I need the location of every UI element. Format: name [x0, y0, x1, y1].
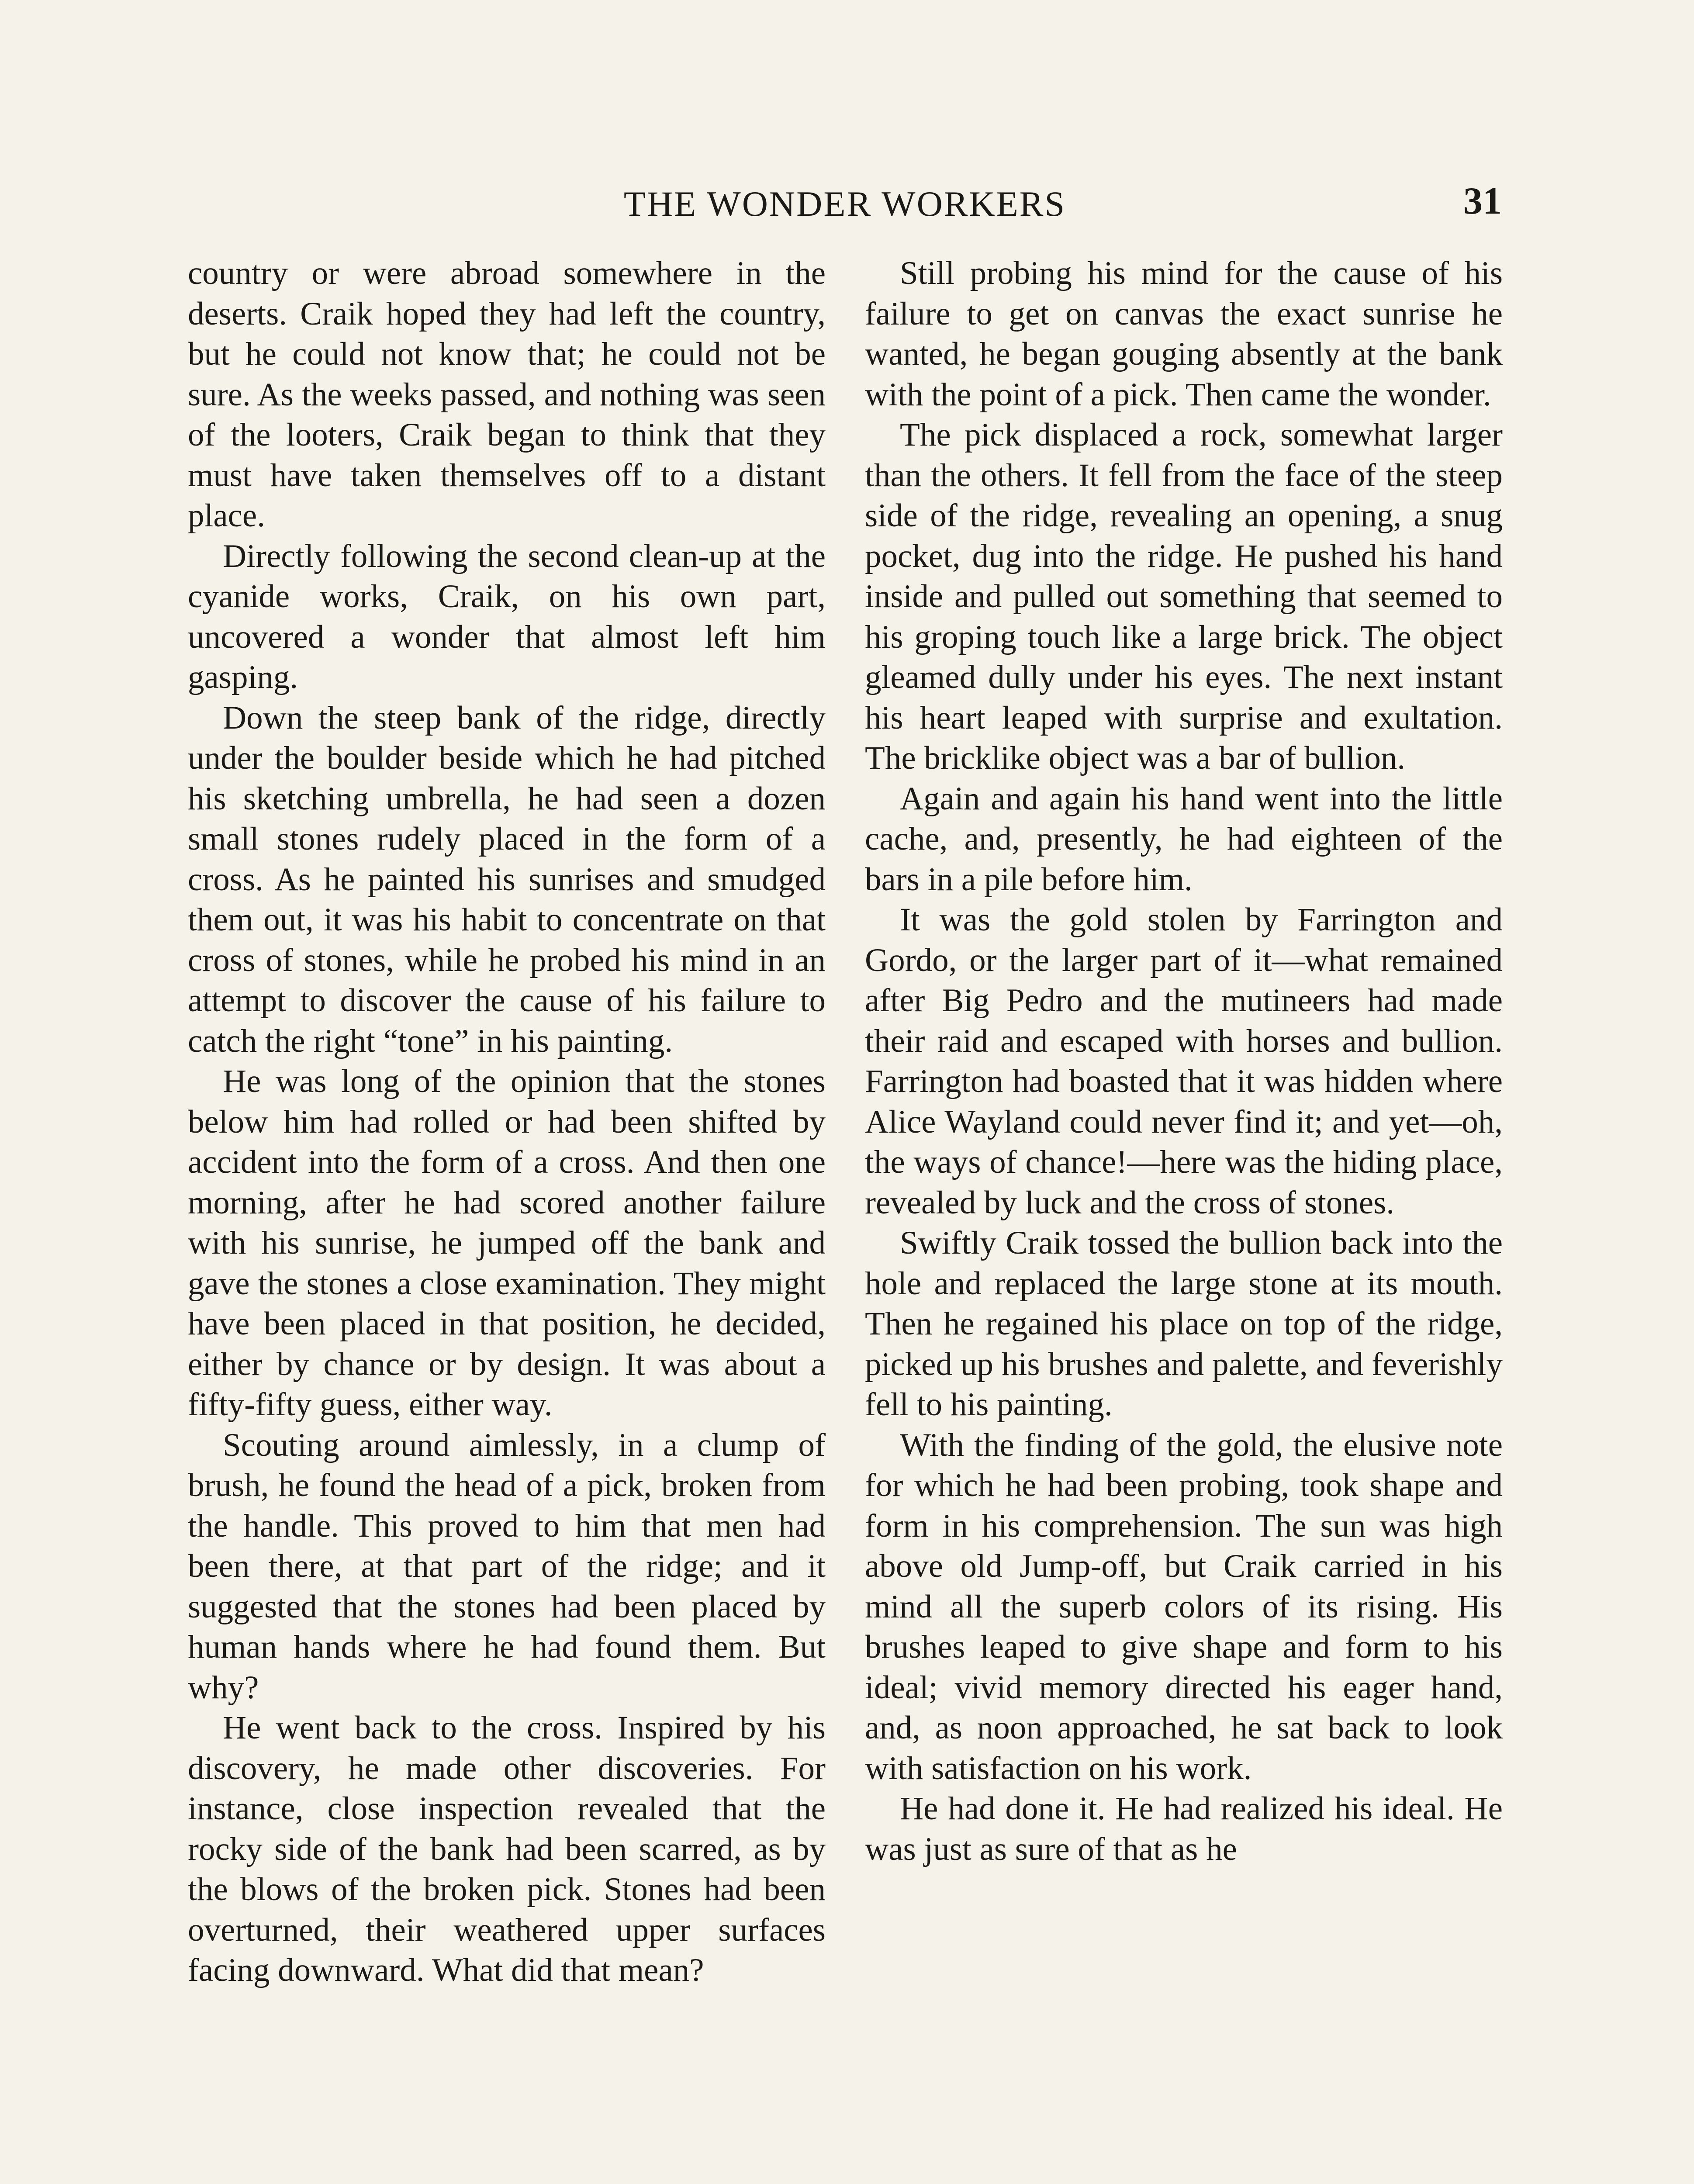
left-column — [188, 253, 826, 2184]
page-header — [188, 166, 1502, 223]
paragraph: Swiftly Craik tossed the bullion back into the hole and replaced the large stone at its mouth. Then he regained his place on top of the ridge, picked up his brushes and palette, and feverishly fell to his painting. — [865, 1225, 1503, 1423]
paragraph: With the finding of the gold, the elusive note for which he had been probing, took shape and form in his comprehension. The sun was high above old Jump-off, but Craik carried in his mind all the superb colors of its rising. His brushes leaped to give shape and form to his ideal; vivid memory directed his eager hand, and, as noon approached, he sat back to look with satisfaction on his work. — [865, 1427, 1503, 1787]
paragraph: Down the steep bank of the ridge, directly under the boulder beside which he had pitched his sketching umbrella, he had seen a dozen small stones rudely placed in the form of a cross. As he painted his sunrises and smudged them out, it was his habit to concentrate on that cross of stones, while he probed his mind in an attempt to discover the cause of his failure to catch the right “tone” in his painting. — [188, 699, 826, 1059]
paragraph: He was long of the opinion that the stones below him had rolled or had been shifted by accident into the form of a cross. And then one morning, after he had scored another failure with his sunrise, he jumped off the bank and gave the stones a close examination. They might have been placed in that position, he decided, either by chance or by design. It was about a fifty-fifty guess, either way. — [188, 1063, 826, 1423]
paragraph: Scouting around aimlessly, in a clump of brush, he found the head of a pick, broken from the handle. This proved to him that men had been there, at that part of the ridge; and it suggested that the stones had been placed by human hands where he had found them. But why? — [188, 1427, 826, 1706]
paragraph: He went back to the cross. Inspired by his discovery, he made other discoveries. For instance, close inspection revealed that the rocky side of the bank had been scarred, as by the blows of the broken pick. Stones had been overturned, their weathered upper surfaces facing downward. What did that mean? — [188, 1710, 826, 1988]
text-columns — [188, 253, 1503, 2184]
paragraph: country or were abroad somewhere in the deserts. Craik hoped they had left the country, but he could not know that; he could not be sure. As the weeks passed, and nothing was seen of the looters, Craik began to think that they must have taken themselves off to a distant place. — [188, 255, 826, 534]
paragraph: Again and again his hand went into the little cache, and, presently, he had eighteen of the bars in a pile before him. — [865, 780, 1503, 898]
page-number: 31 — [1463, 180, 1502, 222]
paragraph: The pick displaced a rock, somewhat larger than the others. It fell from the face of the steep side of the ridge, revealing an opening, a snug pocket, dug into the ridge. He pushed his hand inside and pulled out something that seemed to his groping touch like a large brick. The object gleamed dully under his eyes. The next instant his heart leaped with surprise and exultation. The bricklike object was a bar of bullion. — [865, 417, 1503, 776]
paragraph: Directly following the second clean-up at the cyanide works, Craik, on his own part, uncovered a wonder that almost left him gasping. — [188, 538, 826, 695]
right-column — [865, 253, 1503, 2184]
paragraph: Still probing his mind for the cause of his failure to get on canvas the exact sunrise he wanted, he began gouging absently at the bank with the point of a pick. Then came the wonder. — [865, 255, 1503, 413]
paragraph: He had done it. He had realized his ideal. He was just as sure of that as he — [865, 1790, 1503, 1867]
paragraph: It was the gold stolen by Farrington and Gordo, or the larger part of it—what remained after Big Pedro and the mutineers had made their raid and escaped with horses and bullion. Farrington had boasted that it was hidden where Alice Wayland could never find it; and yet—oh, the ways of chance!—here was the hiding place, revealed by luck and the cross of stones. — [865, 902, 1503, 1221]
running-title: THE WONDER WORKERS — [623, 184, 1066, 224]
